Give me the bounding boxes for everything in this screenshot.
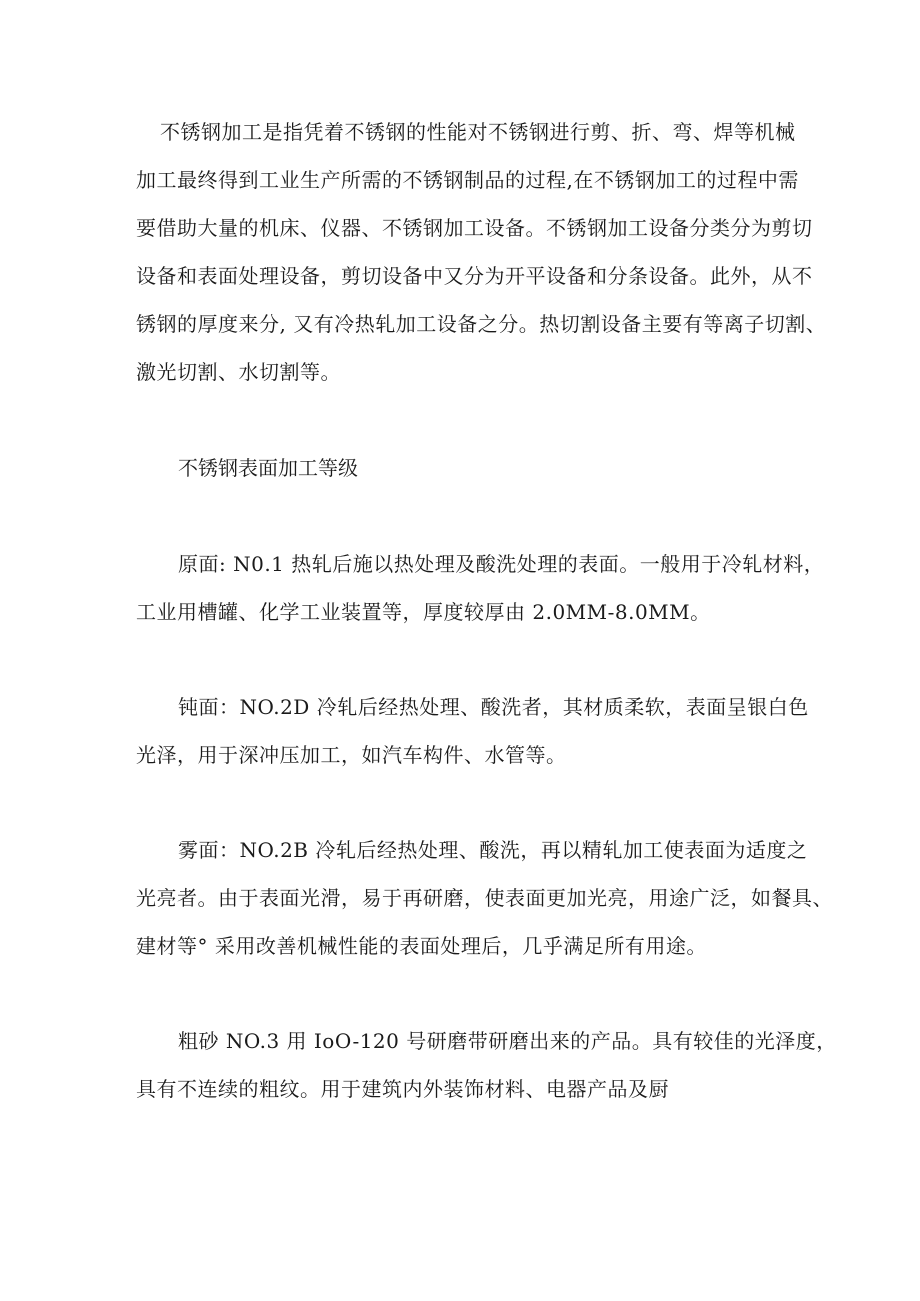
section-title: 不锈钢表面加工等级 [178,456,358,480]
intro-line-3: 要借助大量的机床、仪器、不锈钢加工设备。不锈钢加工设备分类分为剪切 [136,216,813,240]
grade-no3-line-1: 粗砂 NO.3 用 IoO-120 号研磨带研磨出来的产品。具有较佳的光泽度， [178,1029,837,1053]
grade-no2d-line-1: 钝面：NO.2D 冷轧后经热处理、酸洗者，其材质柔软，表面呈银白色 [178,695,809,719]
grade-no2b-line-1: 雾面：NO.2B 冷轧后经热处理、酸洗，再以精轧加工使表面为适度之 [178,838,808,862]
intro-line-1: 不锈钢加工是指凭着不锈钢的性能对不锈钢进行剪、折、弯、焊等机械 [160,120,796,144]
grade-no1-line-1: 原面: N0.1 热轧后施以热处理及酸洗处理的表面。一般用于冷轧材料， [178,552,825,576]
grade-no3-line-2: 具有不连续的粗纹。用于建筑内外装饰材料、电器产品及厨 [136,1077,669,1101]
grade-no2b-line-2: 光亮者。由于表面光滑，易于再研磨，使表面更加光亮，用途广泛，如餐具、 [136,886,833,910]
grade-no2d-line-2: 光泽，用于深冲压加工，如汽车构件、水管等。 [136,743,567,767]
grade-no1-line-2: 工业用槽罐、化学工业装置等，厚度较厚由 2.0MM-8.0MM。 [136,600,711,624]
intro-line-6: 激光切割、水切割等。 [136,360,341,384]
intro-line-5: 锈钢的厚度来分, 又有冷热轧加工设备之分。热切割设备主要有等离子切割、 [136,312,827,336]
grade-no2b-line-3: 建材等° 采用改善机械性能的表面处理后，几乎满足所有用途。 [136,934,707,958]
intro-line-4: 设备和表面处理设备，剪切设备中又分为开平设备和分条设备。此外，从不 [136,264,813,288]
intro-line-2: 加工最终得到工业生产所需的不锈钢制品的过程,在不锈钢加工的过程中需 [136,168,799,192]
